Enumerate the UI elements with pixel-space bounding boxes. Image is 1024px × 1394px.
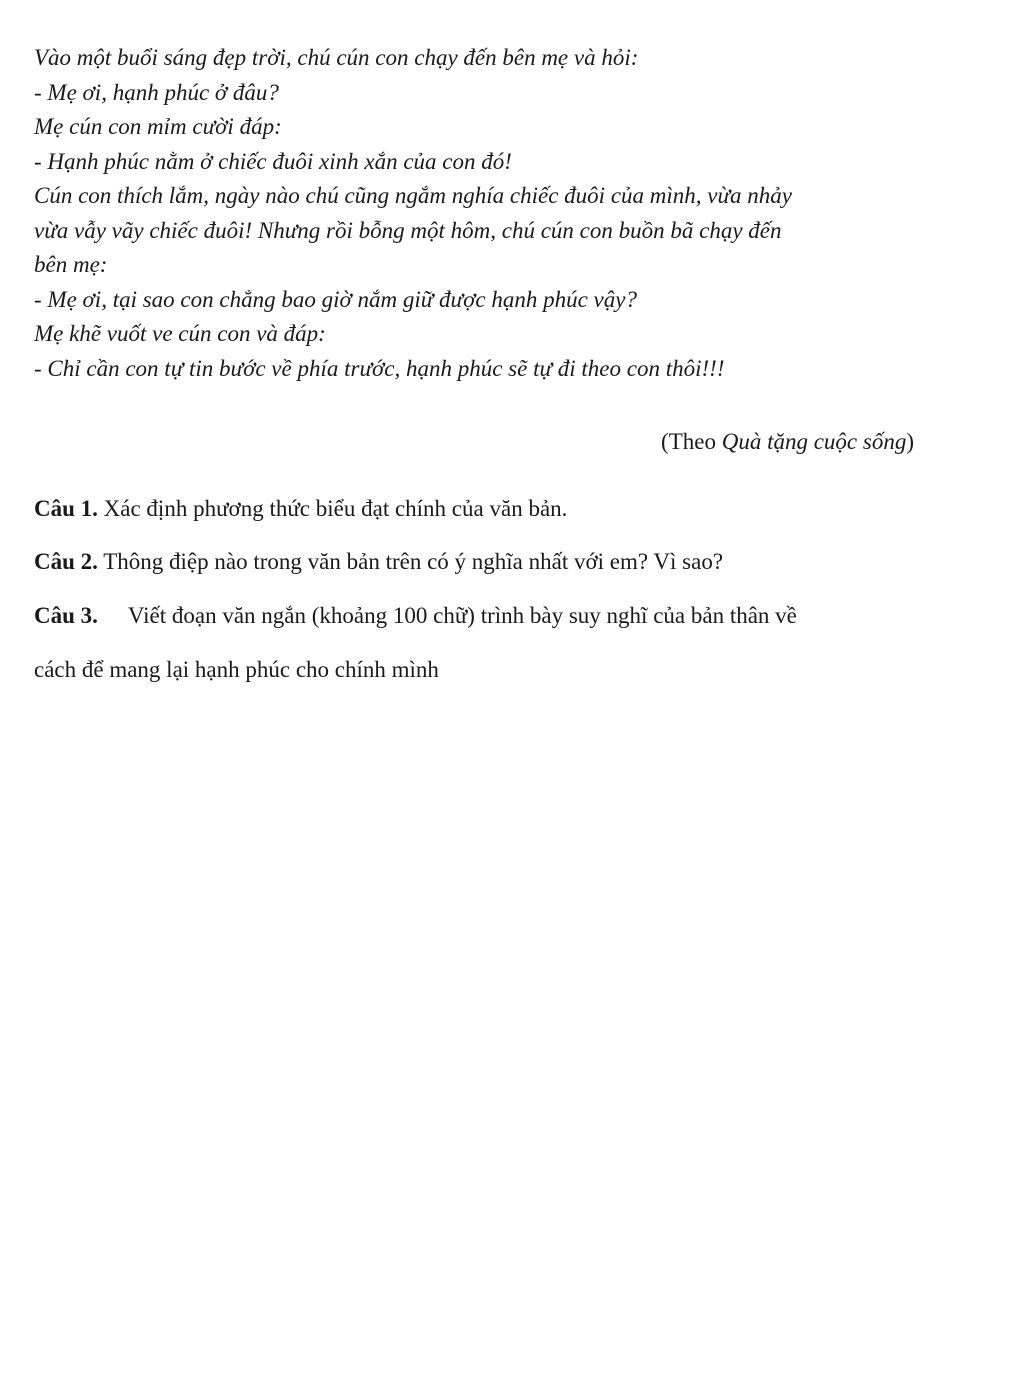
story-line: Cún con thích lắm, ngày nào chú cũng ngắm nghía chiếc đuôi của mình, vừa nhảy <box>34 183 792 208</box>
story-line: - Hạnh phúc nằm ở chiếc đuôi xinh xắn của con đó! <box>34 148 512 174</box>
source-book-title: Quà tặng cuộc sống <box>721 429 907 454</box>
question-3 <box>34 599 797 633</box>
story-line: - Mẹ ơi, hạnh phúc ở đâu? <box>34 79 279 105</box>
question-3-text: Viết đoạn văn ngắn (khoảng 100 chữ) trình bày suy nghĩ của bản thân về <box>127 603 797 628</box>
question-1-label: Câu 1. <box>34 496 98 521</box>
source-citation <box>661 425 914 459</box>
question-2-text: Thông điệp nào trong văn bản trên có ý nghĩa nhất với em? Vì sao? <box>97 549 724 574</box>
question-1-text: Xác định phương thức biểu đạt chính của văn bản. <box>97 496 568 521</box>
story-line: vừa vẫy vãy chiếc đuôi! Nhưng rồi bỗng một hôm, chú cún con buồn bã chạy đến <box>34 217 782 243</box>
story-line: - Chỉ cần con tự tin bước về phía trước, hạnh phúc sẽ tự đi theo con thôi!!! <box>34 355 725 381</box>
source-prefix: (Theo <box>661 429 722 454</box>
story-line: - Mẹ ơi, tại sao con chẳng bao giờ nắm giữ được hạnh phúc vậy? <box>34 286 637 312</box>
story-line: Vào một buổi sáng đẹp trời, chú cún con chạy đến bên mẹ và hỏi: <box>34 45 639 70</box>
story-line: bên mẹ: <box>34 252 108 277</box>
question-2-label: Câu 2. <box>34 549 98 574</box>
story-line: Mẹ khẽ vuốt ve cún con và đáp: <box>34 321 326 346</box>
question-3-continuation: cách để mang lại hạnh phúc cho chính mình <box>34 657 439 682</box>
story-line: Mẹ cún con mỉm cười đáp: <box>34 114 282 139</box>
question-3-label: Câu 3. <box>34 603 98 628</box>
question-1 <box>34 492 567 526</box>
question-2 <box>34 545 723 579</box>
story-passage <box>34 41 964 386</box>
source-suffix: ) <box>906 429 914 454</box>
